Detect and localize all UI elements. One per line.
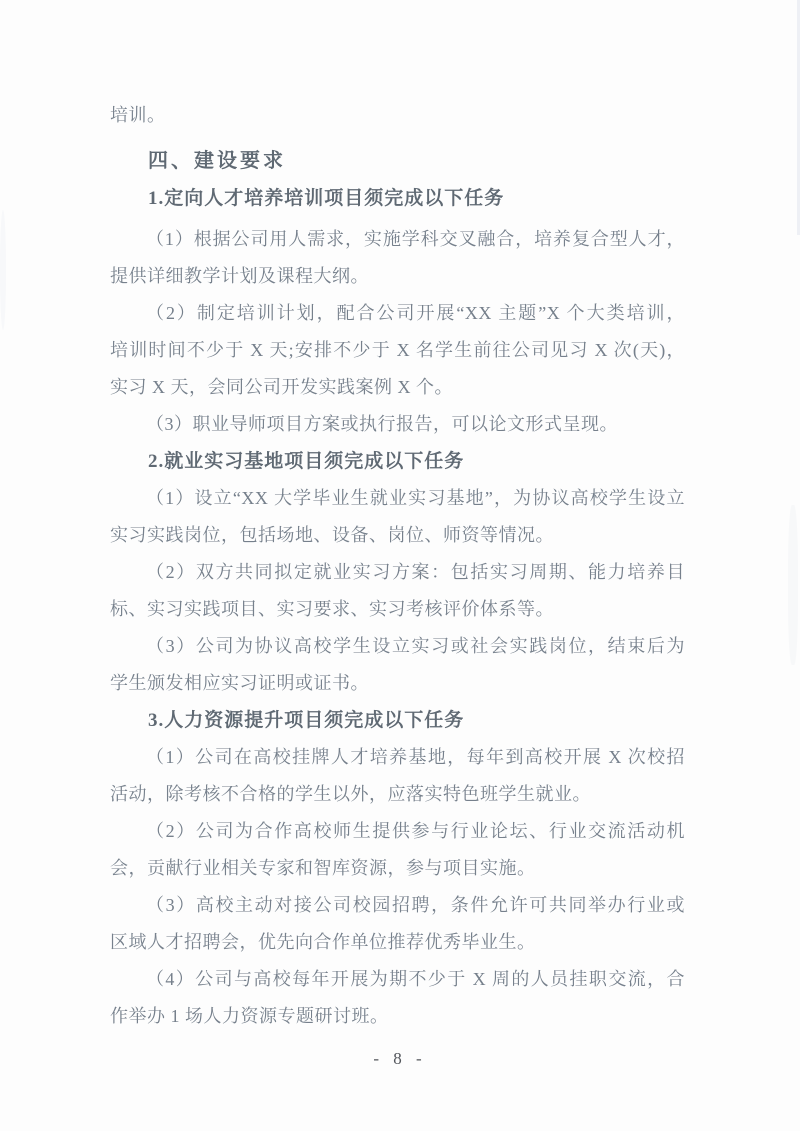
text-line: 作举办 1 场人力资源专题研讨班。 — [110, 1006, 389, 1026]
text-line: （3）职业导师项目方案或执行报告，可以论文形式呈现。 — [146, 414, 618, 434]
subsection-heading-1: 1.定向人才培养培训项目须完成以下任务 — [148, 188, 505, 209]
text-line: （1）设立“XX 大学毕业生就业实习基地”，为协议高校学生设立 — [146, 488, 685, 508]
text-line: 学生颁发相应实习证明或证书。 — [110, 673, 369, 693]
subsection-heading-3: 3.人力资源提升项目须完成以下任务 — [148, 710, 465, 731]
section-heading: 四、建设要求 — [148, 150, 286, 172]
text-line: 提供详细教学计划及课程大纲。 — [110, 266, 369, 286]
continuation-line: 培训。 — [110, 105, 166, 125]
text-line: 培训时间不少于 X 天;安排不少于 X 名学生前往公司见习 X 次(天)， — [110, 340, 685, 360]
text-line: （2）公司为合作高校师生提供参与行业论坛、行业交流活动机 — [146, 821, 685, 841]
text-line: （1）公司在高校挂牌人才培养基地，每年到高校开展 X 次校招 — [146, 747, 685, 767]
text-line: （2）制定培训计划，配合公司开展“XX 主题”X 个大类培训， — [146, 303, 685, 323]
scan-smudge — [788, 505, 798, 665]
text-line: 区域人才招聘会，优先向合作单位推荐优秀毕业生。 — [110, 932, 536, 952]
text-line: （1）根据公司用人需求，实施学科交叉融合，培养复合型人才， — [146, 229, 685, 249]
text-line: （3）公司为协议高校学生设立实习或社会实践岗位，结束后为 — [146, 636, 685, 656]
page-number: - 8 - — [373, 1049, 427, 1068]
text-line: （2）双方共同拟定就业实习方案：包括实习周期、能力培养目 — [146, 562, 685, 582]
text-line: 实习 X 天，会同公司开发实践案例 X 个。 — [110, 377, 453, 397]
text-line: （4）公司与高校每年开展为期不少于 X 周的人员挂职交流，合 — [146, 969, 685, 989]
text-line: 会，贡献行业相关专家和智库资源，参与项目实施。 — [110, 858, 536, 878]
text-line: 标、实习实践项目、实习要求、实习考核评价体系等。 — [110, 599, 554, 619]
subsection-heading-2: 2.就业实习基地项目须完成以下任务 — [148, 451, 465, 472]
document-body — [110, 97, 685, 1035]
scan-smudge — [0, 210, 6, 330]
text-line: 活动，除考核不合格的学生以外，应落实特色班学生就业。 — [110, 784, 591, 804]
text-line: （3）高校主动对接公司校园招聘，条件允许可共同举办行业或 — [146, 895, 685, 915]
text-line: 实习实践岗位，包括场地、设备、岗位、师资等情况。 — [110, 525, 554, 545]
